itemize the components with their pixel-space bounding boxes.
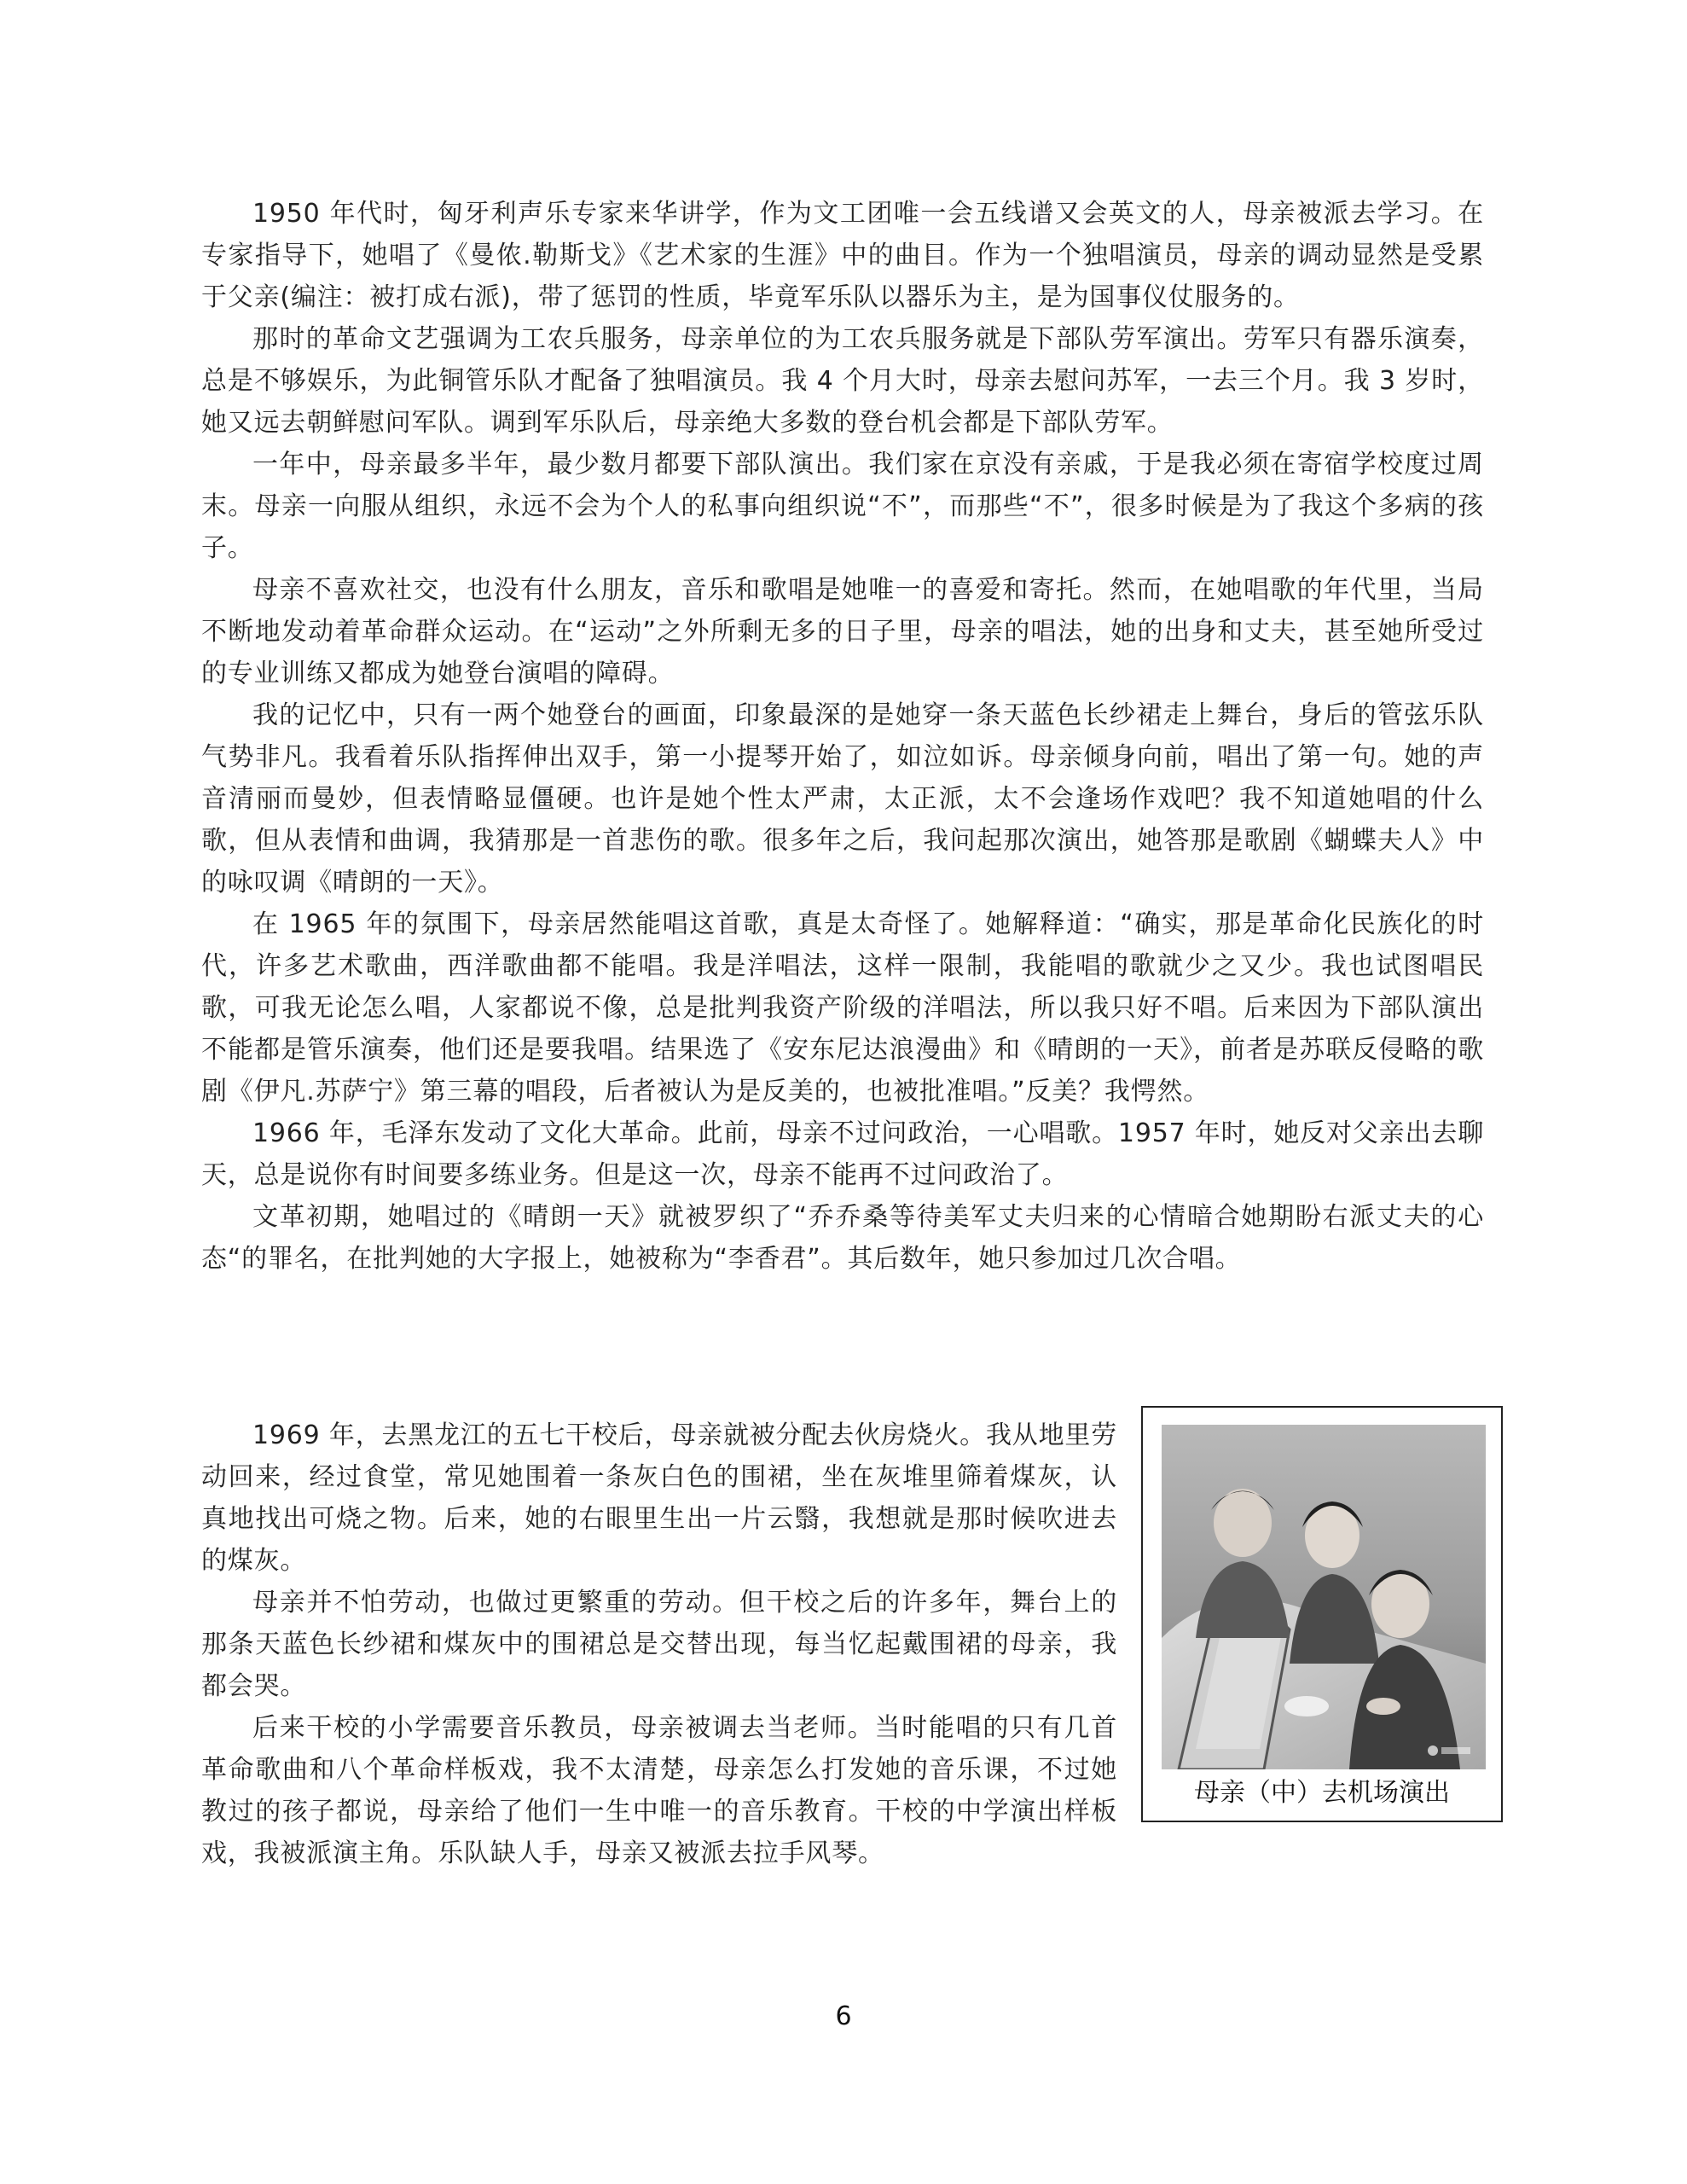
- paragraph: 1969 年，去黑龙江的五七干校后，母亲就被分配去伙房烧火。我从地里劳动回来，经过食堂，常见她围着一条灰白色的围裙，坐在灰堆里筛着煤灰，认真地找出可烧之物。后来，她的右眼里生出一片云翳，我想就是那时候吹进去的煤灰。: [201, 1420, 1117, 1576]
- article-body: [201, 193, 1484, 1280]
- text-beside-figure: [201, 1414, 1117, 1874]
- paragraph: 那时的革命文艺强调为工农兵服务，母亲单位的为工农兵服务就是下部队劳军演出。劳军只有器乐演奏，总是不够娱乐，为此铜管乐队才配备了独唱演员。我 4 个月大时，母亲去慰问苏军，一去三个月。我 3 岁时，她又远去朝鲜慰问军队。调到军乐队后，母亲绝大多数的登台机会都是下部队劳军。: [201, 324, 1484, 438]
- paragraph: 我的记忆中，只有一两个她登台的画面，印象最深的是她穿一条天蓝色长纱裙走上舞台，身后的管弦乐队气势非凡。我看着乐队指挥伸出双手，第一小提琴开始了，如泣如诉。母亲倾身向前，唱出了第一句。她的声音清丽而曼妙，但表情略显僵硬。也许是她个性太严肃，太正派，太不会逢场作戏吧？我不知道她唱的什么歌，但从表情和曲调，我猜那是一首悲伤的歌。很多年之后，我问起那次演出，她答那是歌剧《蝴蝶夫人》中的咏叹调《晴朗的一天》。: [201, 700, 1484, 897]
- paragraph: 1966 年，毛泽东发动了文化大革命。此前，母亲不过问政治，一心唱歌。1957 年时，她反对父亲出去聊天，总是说你有时间要多练业务。但是这一次，母亲不能再不过问政治了。: [201, 1118, 1484, 1190]
- paragraph: 后来干校的小学需要音乐教员，母亲被调去当老师。当时能唱的只有几首革命歌曲和八个革命样板戏，我不太清楚，母亲怎么打发她的音乐课，不过她教过的孩子都说，母亲给了他们一生中唯一的音乐教育。干校的中学演出样板戏，我被派演主角。乐队缺人手，母亲又被派去拉手风琴。: [201, 1713, 1117, 1868]
- paragraph: 母亲不喜欢社交，也没有什么朋友，音乐和歌唱是她唯一的喜爱和寄托。然而，在她唱歌的年代里，当局不断地发动着革命群众运动。在“运动”之外所剩无多的日子里，母亲的唱法，她的出身和丈夫，甚至她所受过的专业训练又都成为她登台演唱的障碍。: [201, 575, 1484, 688]
- paragraph: 在 1965 年的氛围下，母亲居然能唱这首歌，真是太奇怪了。她解释道：“确实，那是革命化民族化的时代，许多艺术歌曲，西洋歌曲都不能唱。我是洋唱法，这样一限制，我能唱的歌就少之又少。我也试图唱民歌，可我无论怎么唱，人家都说不像，总是批判我资产阶级的洋唱法，所以我只好不唱。后来因为下部队演出不能都是管乐演奏，他们还是要我唱。结果选了《安东尼达浪漫曲》和《晴朗的一天》，前者是苏联反侵略的歌剧《伊凡.苏萨宁》第三幕的唱段，后者被认为是反美的，也被批准唱。”反美？我愕然。: [201, 909, 1484, 1107]
- photo-image: [1162, 1425, 1486, 1769]
- paragraph: 一年中，母亲最多半年，最少数月都要下部队演出。我们家在京没有亲戚，于是我必须在寄宿学校度过周末。母亲一向服从组织，永远不会为个人的私事向组织说“不”，而那些“不”，很多时候是为了我这个多病的孩子。: [201, 450, 1484, 563]
- photo-caption: 母亲（中）去机场演出: [1194, 1778, 1450, 1808]
- page-number: 6: [835, 2001, 852, 2031]
- paragraph: 文革初期，她唱过的《晴朗一天》就被罗织了“乔乔桑等待美军丈夫归来的心情暗合她期盼右派丈夫的心态“的罪名，在批判她的大字报上，她被称为“李香君”。其后数年，她只参加过几次合唱。: [201, 1202, 1484, 1274]
- photo-figure: [1141, 1406, 1503, 1822]
- paragraph: 1950 年代时，匈牙利声乐专家来华讲学，作为文工团唯一会五线谱又会英文的人，母亲被派去学习。在专家指导下，她唱了《曼侬.勒斯戈》《艺术家的生涯》中的曲目。作为一个独唱演员，母亲的调动显然是受累于父亲(编注：被打成右派)，带了惩罚的性质，毕竟军乐队以器乐为主，是为国事仪仗服务的。: [201, 199, 1484, 312]
- paragraph: 母亲并不怕劳动，也做过更繁重的劳动。但干校之后的许多年，舞台上的那条天蓝色长纱裙和煤灰中的围裙总是交替出现，每当忆起戴围裙的母亲，我都会哭。: [201, 1588, 1117, 1701]
